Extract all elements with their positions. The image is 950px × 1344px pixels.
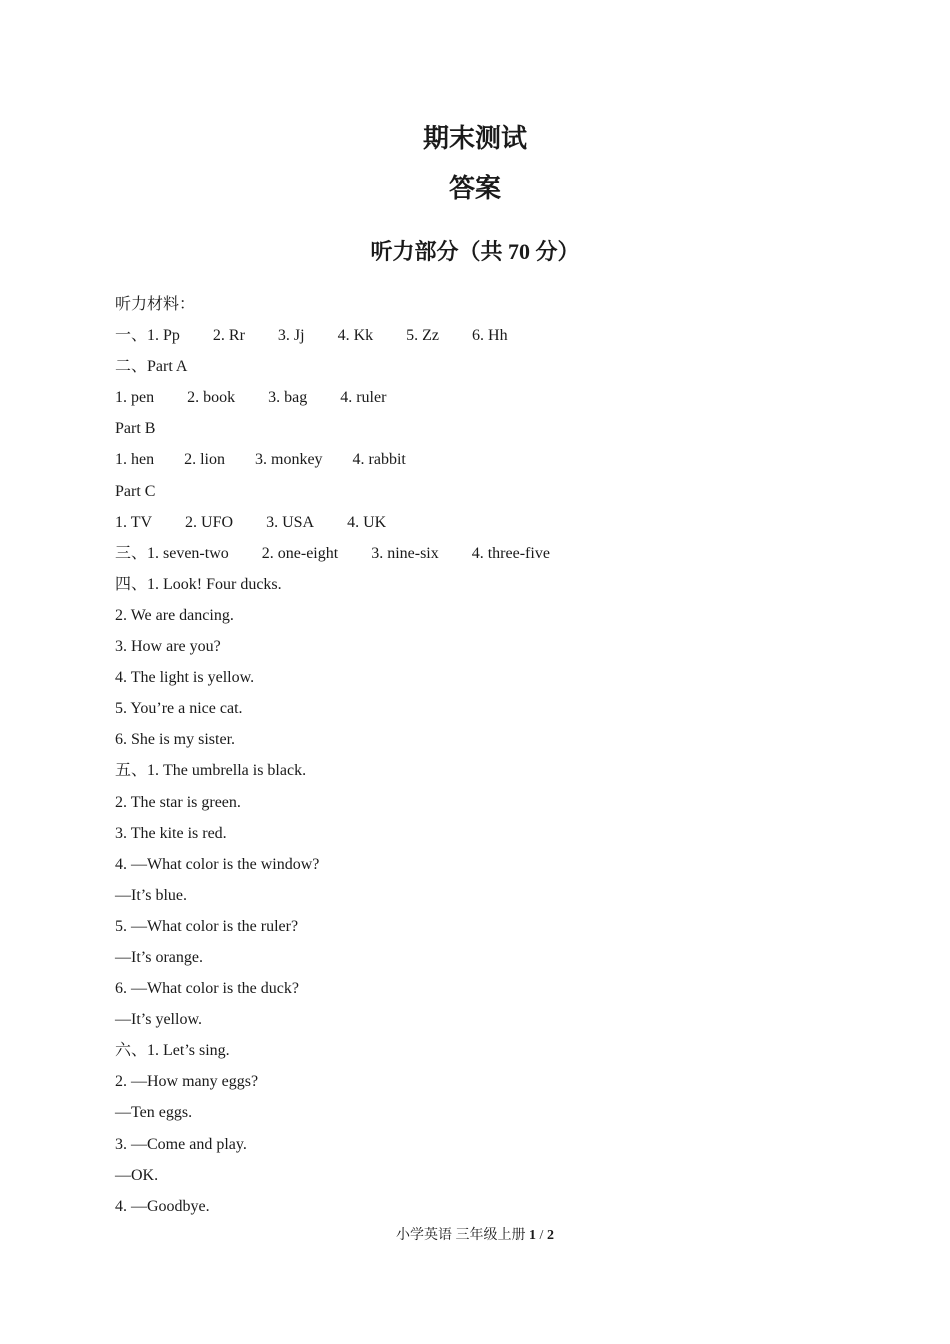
text-line	[115, 724, 895, 755]
answer-item: 三、1. seven-two	[115, 544, 229, 562]
answer-item: Part B	[115, 420, 156, 438]
text-line	[115, 662, 895, 693]
answer-item: 一、1. Pp	[115, 327, 180, 345]
answer-item: 2. one-eight	[261, 544, 339, 562]
text-line	[115, 444, 895, 475]
answer-item: 2. We are dancing.	[115, 606, 234, 624]
text-line	[115, 787, 895, 818]
text-line	[115, 631, 895, 662]
text-line	[115, 1035, 895, 1066]
text-line	[115, 693, 895, 724]
text-line	[115, 1160, 895, 1191]
text-line	[115, 818, 895, 849]
answer-item: 5. You’re a nice cat.	[115, 700, 243, 718]
text-line	[115, 476, 895, 507]
page-title: 期末测试	[422, 124, 527, 153]
text-line	[115, 320, 895, 351]
text-line	[115, 911, 895, 942]
answer-item: 3. monkey	[255, 451, 323, 469]
answer-item: 3. Jj	[277, 327, 305, 345]
footer-separator: /	[539, 1228, 544, 1243]
answer-item: 四、1. Look! Four ducks.	[115, 575, 282, 593]
text-line	[115, 600, 895, 631]
page-subtitle: 答案	[448, 174, 501, 203]
page-footer	[0, 1226, 950, 1246]
answer-item: 3. USA	[266, 513, 315, 531]
answer-item: 二、Part A	[115, 358, 188, 376]
section-heading: 听力部分（共 70 分）	[370, 239, 580, 264]
text-line	[115, 849, 895, 880]
text-line	[115, 351, 895, 382]
text-line	[115, 569, 895, 600]
answer-item: 3. —Come and play.	[115, 1135, 247, 1153]
answer-item: 5. —What color is the ruler?	[115, 917, 299, 935]
text-line	[115, 507, 895, 538]
text-line	[115, 1004, 895, 1035]
answer-item: 4. UK	[347, 513, 387, 531]
answer-item: 2. The star is green.	[115, 793, 241, 811]
answer-item: 6. —What color is the duck?	[115, 980, 299, 998]
answer-item: 6. She is my sister.	[115, 731, 236, 749]
text-line	[115, 1066, 895, 1097]
answer-item: 4. —Goodbye.	[115, 1197, 210, 1215]
answer-item: 3. The kite is red.	[115, 824, 227, 842]
answer-item: 4. —What color is the window?	[115, 855, 320, 873]
text-line	[115, 973, 895, 1004]
answer-item: 3. nine-six	[371, 544, 439, 562]
answer-item: —It’s blue.	[115, 886, 187, 904]
answer-item: 1. pen	[115, 389, 155, 407]
answer-item: 4. three-five	[471, 544, 550, 562]
footer-page-number: 1	[529, 1228, 537, 1243]
answer-item: 4. Kk	[337, 327, 374, 345]
answer-item: 2. —How many eggs?	[115, 1073, 259, 1091]
text-line	[115, 382, 895, 413]
footer-page-total: 2	[546, 1228, 554, 1243]
text-line	[115, 880, 895, 911]
answer-item: 3. bag	[268, 389, 308, 407]
answer-item: —It’s orange.	[115, 948, 203, 966]
answer-item: 五、1. The umbrella is black.	[115, 762, 307, 780]
answer-item: 六、1. Let’s sing.	[115, 1042, 230, 1060]
text-line	[115, 755, 895, 786]
text-line	[115, 413, 895, 444]
answer-item: 2. UFO	[185, 513, 234, 531]
text-line	[115, 1097, 895, 1128]
answer-lines	[115, 289, 895, 1222]
answer-item: 6. Hh	[472, 327, 508, 345]
answer-item: 4. rabbit	[352, 451, 406, 469]
answer-item: —Ten eggs.	[115, 1104, 193, 1122]
answer-item: 2. lion	[184, 451, 225, 469]
answer-item: —OK.	[115, 1166, 159, 1184]
answer-item: Part C	[115, 482, 156, 500]
answer-item: 2. Rr	[212, 327, 245, 345]
answer-item: 4. The light is yellow.	[115, 669, 255, 687]
text-line	[115, 1129, 895, 1160]
answer-item: 1. TV	[115, 513, 153, 531]
text-line	[115, 289, 895, 320]
text-line	[115, 1191, 895, 1222]
text-line	[115, 942, 895, 973]
text-line	[115, 538, 895, 569]
answer-item: 听力材料：	[115, 296, 196, 313]
answer-item: 1. hen	[115, 451, 155, 469]
answer-item: 5. Zz	[406, 327, 440, 345]
answer-item: 3. How are you?	[115, 638, 221, 656]
footer-text: 小学英语 三年级上册	[396, 1228, 526, 1243]
answer-item: 2. book	[187, 389, 236, 407]
answer-item: 4. ruler	[340, 389, 387, 407]
answer-item: —It’s yellow.	[115, 1011, 202, 1029]
